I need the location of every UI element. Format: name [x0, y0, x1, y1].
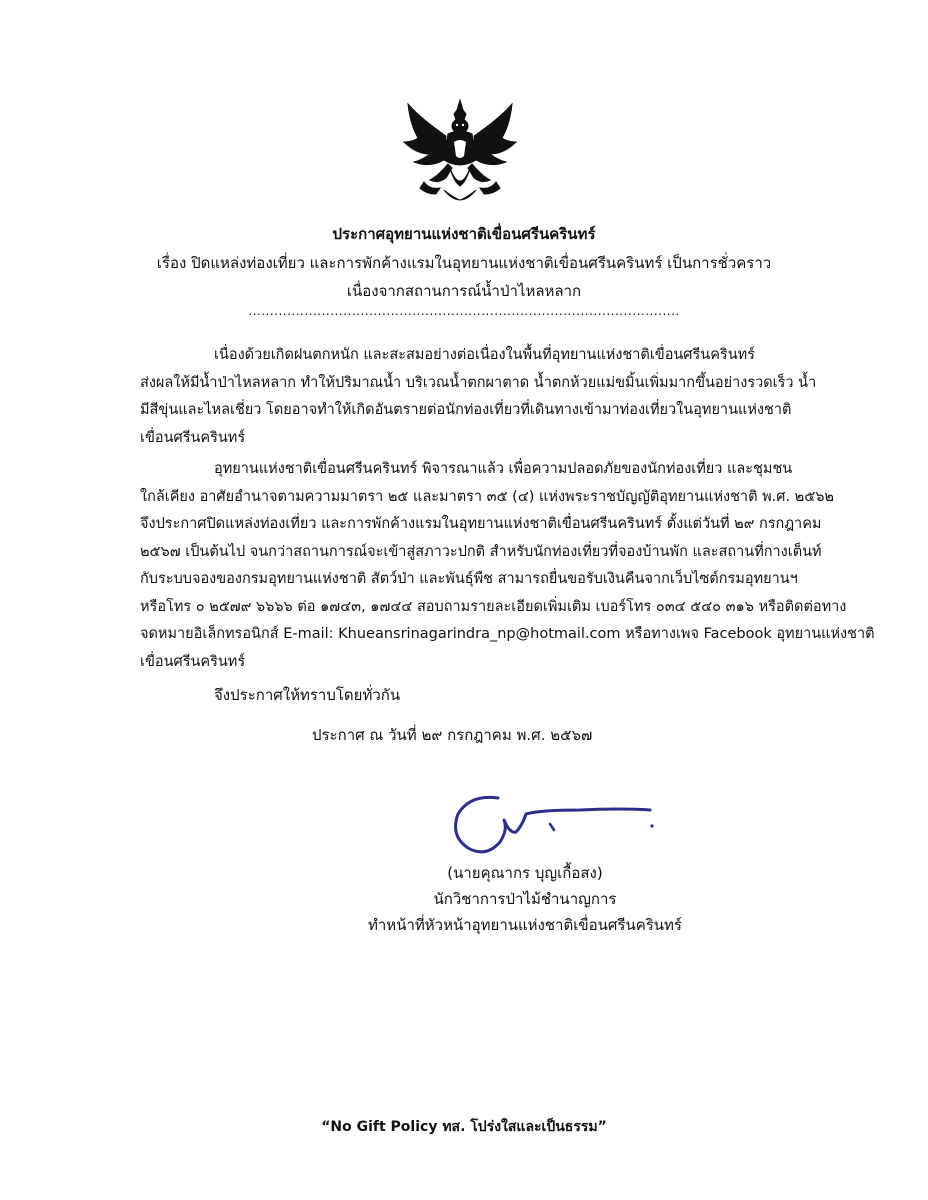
paragraph-2-line: ๒๕๖๗ เป็นต้นไป จนกว่าสถานการณ์จะเข้าสู่สภาวะปกติ สำหรับนักท่องเที่ยวที่จองบ้านพัก และสถานที่กางเต็นท์	[140, 543, 822, 560]
paragraph-1-line: เนื่องด้วยเกิดฝนตกหนัก และสะสมอย่างต่อเนื่องในพื้นที่อุทยานแห่งชาติเขื่อนศรีนครินทร์	[214, 347, 755, 363]
paragraph-1	[140, 342, 830, 452]
paragraph-2-line: หรือโทร ๐ ๒๕๗๙ ๖๖๖๖ ต่อ ๑๗๔๓, ๑๗๔๔ สอบถามรายละเอียดเพิ่มเติม เบอร์โทร ๐๓๔ ๕๔๐ ๓๑๖ หรือติดต่อทาง	[140, 598, 847, 615]
signatory-acting-role: ทำหน้าที่หัวหน้าอุทยานแห่งชาติเขื่อนศรีนครินทร์	[368, 916, 682, 934]
paragraph-2-line: กับระบบจองของกรมอุทยานแห่งชาติ สัตว์ป่า และพันธุ์พืช สามารถยื่นขอรับเงินคืนจากเว็บไซต์กรมอุทยานฯ	[140, 571, 798, 587]
subject-line-1: เรื่อง ปิดแหล่งท่องเที่ยว และการพักค้างแรมในอุทยานแห่งชาติเขื่อนศรีนครินทร์ เป็นการชั่วคราว	[156, 254, 772, 272]
paragraph-2-line: อุทยานแห่งชาติเขื่อนศรีนครินทร์ พิจารณาแล้ว เพื่อความปลอดภัยของนักท่องเที่ยว และชุมชน	[214, 461, 793, 477]
signatory-block	[360, 860, 690, 938]
handwritten-signature	[450, 780, 670, 870]
paragraph-2-line: ใกล้เคียง อาศัยอำนาจตามความมาตรา ๒๕ และมาตรา ๓๕ (๔) แห่งพระราชบัญญัติอุทยานแห่งชาติ พ.ศ. ๒๕๖๒	[140, 488, 834, 505]
signatory-position: นักวิชาการป่าไม้ชำนาญการ	[433, 890, 617, 908]
paragraph-2-line: เขื่อนศรีนครินทร์	[140, 653, 246, 670]
paragraph-1-line: มีสีขุ่นและไหลเชี่ยว โดยอาจทำให้เกิดอันตรายต่อนักท่องเที่ยวที่เดินทางเข้ามาท่องเที่ยวในอุทยานแห่งชาติ	[140, 402, 792, 418]
paragraph-2-line: จึงประกาศปิดแหล่งท่องเที่ยว และการพักค้างแรมในอุทยานแห่งชาติเขื่อนศรีนครินทร์ ตั้งแต่วันที่ ๒๙ กรกฎาคม	[140, 516, 822, 532]
page-title: ประกาศอุทยานแห่งชาติเขื่อนศรีนครินทร์	[332, 225, 596, 243]
paragraph-2-line: จดหมายอิเล็กทรอนิกส์ E-mail: Khueansrinagarindra_np@hotmail.com หรือทางเพจ Facebook อุทยานแห่งชาติ	[140, 626, 875, 642]
announcement-date: ประกาศ ณ วันที่ ๒๙ กรกฎาคม พ.ศ. ๒๕๖๗	[312, 726, 593, 744]
subject-line-2: เนื่องจากสถานการณ์น้ำป่าไหลหลาก	[346, 282, 582, 300]
footer-slogan: “No Gift Policy ทส. โปร่งใสและเป็นธรรม”	[321, 1119, 607, 1135]
paragraph-1-line: เขื่อนศรีนครินทร์	[140, 429, 246, 446]
dotted-separator: ....................................................................................................	[248, 304, 680, 318]
garuda-emblem-icon	[400, 98, 520, 210]
paragraph-1-line: ส่งผลให้มีน้ำป่าไหลหลาก ทำให้ปริมาณน้ำ บริเวณน้ำตกผาตาด น้ำตกห้วยแม่ขมิ้นเพิ่มมากขึ้นอย่างรวดเร็ว น้ำ	[140, 374, 817, 391]
closing-statement: จึงประกาศให้ทราบโดยทั่วกัน	[214, 686, 401, 704]
signatory-name: (นายคุณากร บุญเกื้อสง)	[447, 864, 603, 882]
paragraph-2	[140, 456, 875, 676]
